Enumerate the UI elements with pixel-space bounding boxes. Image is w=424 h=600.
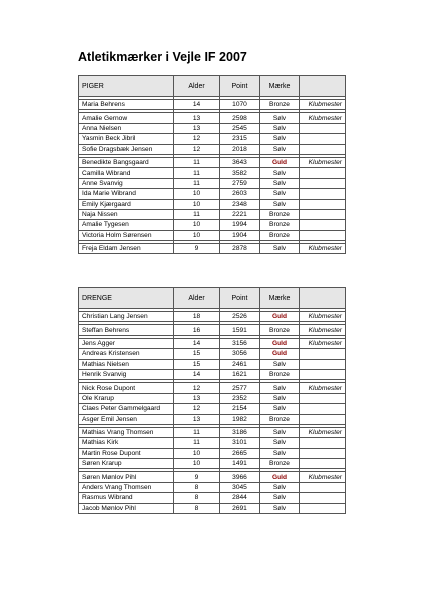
athlete-points: 3966: [220, 472, 260, 482]
athlete-title: [300, 178, 346, 188]
athlete-age: 16: [174, 325, 220, 335]
athlete-age: 11: [174, 168, 220, 178]
athlete-name: Martin Rose Dupont: [79, 448, 174, 458]
athlete-mark: Sølv: [260, 199, 300, 209]
athlete-title: [300, 123, 346, 133]
table-row: [79, 393, 346, 403]
athlete-mark: Sølv: [260, 493, 300, 503]
athlete-title: [300, 393, 346, 403]
athlete-mark: Sølv: [260, 393, 300, 403]
athlete-name: Ole Krarup: [79, 393, 174, 403]
athlete-mark: Sølv: [260, 168, 300, 178]
athlete-title: [300, 349, 346, 359]
table-row: [79, 312, 346, 322]
athlete-name: Andreas Kristensen: [79, 349, 174, 359]
athlete-age: 14: [174, 338, 220, 348]
athlete-title: Klubmester: [300, 383, 346, 393]
athlete-mark: Bronze: [260, 325, 300, 335]
athlete-title: Klubmester: [300, 472, 346, 482]
athlete-age: 13: [174, 393, 220, 403]
athlete-mark: Bronze: [260, 220, 300, 230]
athlete-name: Christian Lang Jensen: [79, 312, 174, 322]
athlete-points: 2759: [220, 178, 260, 188]
athlete-name: Steffan Behrens: [79, 325, 174, 335]
athlete-mark: Bronze: [260, 414, 300, 424]
athlete-name: Freja Eldam Jensen: [79, 244, 174, 254]
athlete-points: 2577: [220, 383, 260, 393]
athlete-name: Mathias Nielsen: [79, 359, 174, 369]
athlete-mark: Sølv: [260, 123, 300, 133]
table-row: [79, 157, 346, 167]
athlete-age: 10: [174, 230, 220, 240]
athlete-age: 15: [174, 359, 220, 369]
athlete-mark: Sølv: [260, 189, 300, 199]
table-header-row: [79, 76, 346, 97]
athlete-mark: Bronze: [260, 100, 300, 110]
table-row: [79, 199, 346, 209]
athlete-age: 11: [174, 438, 220, 448]
athlete-title: [300, 482, 346, 492]
table-header-row: [79, 288, 346, 309]
table-row: [79, 220, 346, 230]
table-row: [79, 482, 346, 492]
athlete-title: [300, 448, 346, 458]
athlete-mark: Sølv: [260, 383, 300, 393]
athlete-age: 12: [174, 383, 220, 393]
piger-table: [78, 75, 346, 254]
athlete-points: 2665: [220, 448, 260, 458]
athlete-points: 2603: [220, 189, 260, 199]
athlete-name: Jens Agger: [79, 338, 174, 348]
athlete-age: 9: [174, 472, 220, 482]
athlete-points: 2018: [220, 144, 260, 154]
athlete-name: Asger Emil Jensen: [79, 414, 174, 424]
table-row: [79, 230, 346, 240]
athlete-title: [300, 144, 346, 154]
athlete-points: 3643: [220, 157, 260, 167]
athlete-name: Rasmus Wibrand: [79, 493, 174, 503]
athlete-name: Henrik Svanvig: [79, 369, 174, 379]
table-row: [79, 209, 346, 219]
header-title: [300, 76, 346, 97]
athlete-mark: Bronze: [260, 209, 300, 219]
header-points: Point: [220, 288, 260, 309]
table-row: [79, 448, 346, 458]
athlete-age: 13: [174, 123, 220, 133]
athlete-points: 2526: [220, 312, 260, 322]
table-row: [79, 178, 346, 188]
athlete-mark: Guld: [260, 157, 300, 167]
table-row: [79, 244, 346, 254]
athlete-points: 2545: [220, 123, 260, 133]
header-age: Alder: [174, 288, 220, 309]
athlete-age: 11: [174, 427, 220, 437]
athlete-title: [300, 230, 346, 240]
athlete-points: 3056: [220, 349, 260, 359]
athlete-age: 8: [174, 482, 220, 492]
athlete-title: Klubmester: [300, 312, 346, 322]
athlete-name: Jacob Mønlov Pihl: [79, 503, 174, 513]
athlete-name: Amalie Tygesen: [79, 220, 174, 230]
athlete-mark: Guld: [260, 312, 300, 322]
athlete-age: 10: [174, 459, 220, 469]
table-row: [79, 493, 346, 503]
athlete-points: 1994: [220, 220, 260, 230]
athlete-name: Søren Krarup: [79, 459, 174, 469]
athlete-mark: Sølv: [260, 404, 300, 414]
athlete-mark: Sølv: [260, 448, 300, 458]
athlete-points: 2352: [220, 393, 260, 403]
table-row: [79, 338, 346, 348]
athlete-mark: Sølv: [260, 503, 300, 513]
header-points: Point: [220, 76, 260, 97]
table-row: [79, 134, 346, 144]
athlete-name: Anna Nielsen: [79, 123, 174, 133]
athlete-title: [300, 199, 346, 209]
athlete-title: Klubmester: [300, 100, 346, 110]
table-row: [79, 383, 346, 393]
athlete-points: 1982: [220, 414, 260, 424]
athlete-name: Maria Behrens: [79, 100, 174, 110]
athlete-title: [300, 369, 346, 379]
drenge-table: [78, 287, 346, 514]
table-row: [79, 144, 346, 154]
athlete-points: 2844: [220, 493, 260, 503]
table-row: [79, 100, 346, 110]
table-row: [79, 168, 346, 178]
athlete-age: 8: [174, 493, 220, 503]
athlete-title: [300, 168, 346, 178]
athlete-title: [300, 134, 346, 144]
athlete-title: Klubmester: [300, 113, 346, 123]
header-name: PIGER: [79, 76, 174, 97]
athlete-mark: Sølv: [260, 134, 300, 144]
athlete-points: 2598: [220, 113, 260, 123]
athlete-name: Mathias Vrang Thomsen: [79, 427, 174, 437]
athlete-name: Victoria Holm Sørensen: [79, 230, 174, 240]
table-row: [79, 349, 346, 359]
athlete-name: Nick Rose Dupont: [79, 383, 174, 393]
athlete-points: 2221: [220, 209, 260, 219]
header-age: Alder: [174, 76, 220, 97]
athlete-mark: Sølv: [260, 178, 300, 188]
athlete-title: [300, 438, 346, 448]
page-title: Atletikmærker i Vejle IF 2007: [78, 50, 247, 64]
athlete-title: [300, 359, 346, 369]
athlete-mark: Guld: [260, 338, 300, 348]
athlete-age: 15: [174, 349, 220, 359]
athlete-name: Emily Kjærgaard: [79, 199, 174, 209]
table-row: [79, 359, 346, 369]
athlete-name: Naja Nissen: [79, 209, 174, 219]
athlete-title: Klubmester: [300, 157, 346, 167]
athlete-title: Klubmester: [300, 325, 346, 335]
athlete-points: 1904: [220, 230, 260, 240]
athlete-mark: Sølv: [260, 427, 300, 437]
athlete-age: 12: [174, 404, 220, 414]
athlete-age: 10: [174, 189, 220, 199]
athlete-age: 9: [174, 244, 220, 254]
athlete-name: Yasmin Beck Jibril: [79, 134, 174, 144]
athlete-points: 3582: [220, 168, 260, 178]
table-row: [79, 414, 346, 424]
athlete-name: Sofie Dragsbæk Jensen: [79, 144, 174, 154]
athlete-mark: Guld: [260, 472, 300, 482]
athlete-title: [300, 404, 346, 414]
table-row: [79, 113, 346, 123]
athlete-points: 1491: [220, 459, 260, 469]
athlete-name: Anne Svanvig: [79, 178, 174, 188]
athlete-points: 2878: [220, 244, 260, 254]
athlete-points: 1591: [220, 325, 260, 335]
athlete-age: 11: [174, 157, 220, 167]
athlete-mark: Sølv: [260, 113, 300, 123]
athlete-mark: Guld: [260, 349, 300, 359]
athlete-age: 12: [174, 134, 220, 144]
athlete-name: Amalie Gernow: [79, 113, 174, 123]
athlete-mark: Bronze: [260, 459, 300, 469]
athlete-title: Klubmester: [300, 338, 346, 348]
athlete-age: 11: [174, 178, 220, 188]
athlete-points: 3186: [220, 427, 260, 437]
athlete-age: 12: [174, 144, 220, 154]
athlete-mark: Sølv: [260, 244, 300, 254]
athlete-title: [300, 414, 346, 424]
athlete-title: [300, 220, 346, 230]
athlete-age: 10: [174, 199, 220, 209]
athlete-title: [300, 503, 346, 513]
table-row: [79, 189, 346, 199]
athlete-mark: Sølv: [260, 359, 300, 369]
athlete-title: Klubmester: [300, 427, 346, 437]
athlete-age: 8: [174, 503, 220, 513]
athlete-mark: Sølv: [260, 482, 300, 492]
athlete-age: 10: [174, 448, 220, 458]
athlete-age: 14: [174, 369, 220, 379]
table-row: [79, 369, 346, 379]
athlete-title: Klubmester: [300, 244, 346, 254]
athlete-points: 2461: [220, 359, 260, 369]
header-title: [300, 288, 346, 309]
athlete-title: [300, 209, 346, 219]
table-row: [79, 325, 346, 335]
athlete-age: 10: [174, 220, 220, 230]
table-row: [79, 427, 346, 437]
athlete-points: 1070: [220, 100, 260, 110]
header-mark: Mærke: [260, 288, 300, 309]
athlete-points: 3045: [220, 482, 260, 492]
athlete-name: Anders Vrang Thomsen: [79, 482, 174, 492]
table-row: [79, 438, 346, 448]
athlete-points: 1621: [220, 369, 260, 379]
table-row: [79, 404, 346, 414]
table-row: [79, 123, 346, 133]
athlete-title: [300, 189, 346, 199]
athlete-points: 3101: [220, 438, 260, 448]
athlete-points: 2154: [220, 404, 260, 414]
header-name: DRENGE: [79, 288, 174, 309]
athlete-mark: Bronze: [260, 230, 300, 240]
athlete-points: 3156: [220, 338, 260, 348]
athlete-name: Camilla Wibrand: [79, 168, 174, 178]
athlete-title: [300, 459, 346, 469]
athlete-age: 14: [174, 100, 220, 110]
athlete-mark: Bronze: [260, 369, 300, 379]
athlete-age: 18: [174, 312, 220, 322]
athlete-age: 13: [174, 414, 220, 424]
athlete-mark: Sølv: [260, 438, 300, 448]
athlete-name: Benedikte Bangsgaard: [79, 157, 174, 167]
athlete-title: [300, 493, 346, 503]
athlete-points: 2348: [220, 199, 260, 209]
athlete-points: 2691: [220, 503, 260, 513]
athlete-mark: Sølv: [260, 144, 300, 154]
table-row: [79, 472, 346, 482]
header-mark: Mærke: [260, 76, 300, 97]
athlete-age: 11: [174, 209, 220, 219]
athlete-name: Ida Marie Wibrand: [79, 189, 174, 199]
athlete-points: 2315: [220, 134, 260, 144]
athlete-name: Mathias Kirk: [79, 438, 174, 448]
table-row: [79, 503, 346, 513]
athlete-age: 13: [174, 113, 220, 123]
table-row: [79, 459, 346, 469]
athlete-name: Søren Mønlov Pihl: [79, 472, 174, 482]
athlete-name: Claes Peter Gammelgaard: [79, 404, 174, 414]
